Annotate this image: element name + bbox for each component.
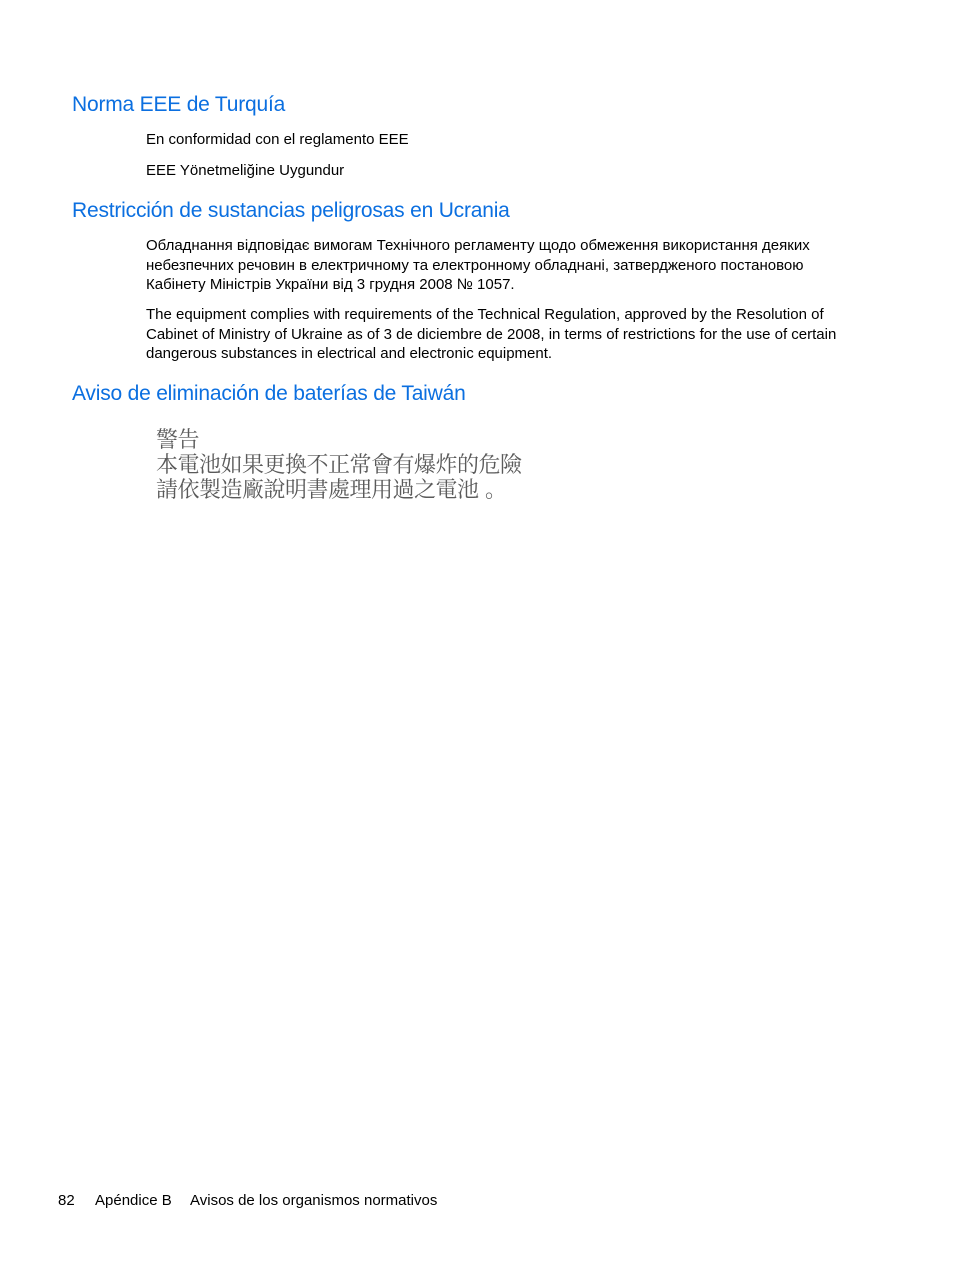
paragraph-eee-compliance-tr: EEE Yönetmeliğine Uygundur [146, 162, 345, 179]
page-footer [58, 1192, 437, 1210]
paragraph-ukraine-rohs-en: The equipment complies with requirements of the Technical Regulation, approved by the Resolution of Cabinet of Ministry of Ukraine as of 3 de diciembre de 2008, in terms of restrictions for the use of certain dangerous substances in electrical and electronic equipment. [146, 306, 837, 362]
section-heading-turkey-eee: Norma EEE de Turquía [72, 93, 286, 116]
section-heading-taiwan-battery: Aviso de eliminación de baterías de Taiwán [72, 382, 466, 405]
chapter-title: Avisos de los organismos normativos [190, 1192, 438, 1209]
appendix-label: Apéndice B [95, 1192, 172, 1209]
page-number: 82 [58, 1192, 75, 1209]
warning-line-disposal: 請依製造廠說明書處理用過之電池 。 [156, 478, 507, 503]
section-heading-ukraine-rohs: Restricción de sustancias peligrosas en Ucrania [72, 199, 510, 222]
warning-line-explosion: 本電池如果更換不正常會有爆炸的危險 [156, 453, 522, 478]
taiwan-battery-warning [156, 428, 556, 503]
paragraph-eee-compliance-es: En conformidad con el reglamento EEE [146, 131, 409, 148]
paragraph-ukraine-rohs-uk: Обладнання відповідає вимогам Технічного регламенту щодо обмеження використання деяких небезпечних речовин в електричному та електронному обладнані, затвердженого постановою Кабінету Міністрів України від 3 грудня 2008 № 1057. [146, 237, 810, 293]
warning-title: 警告 [156, 428, 200, 453]
